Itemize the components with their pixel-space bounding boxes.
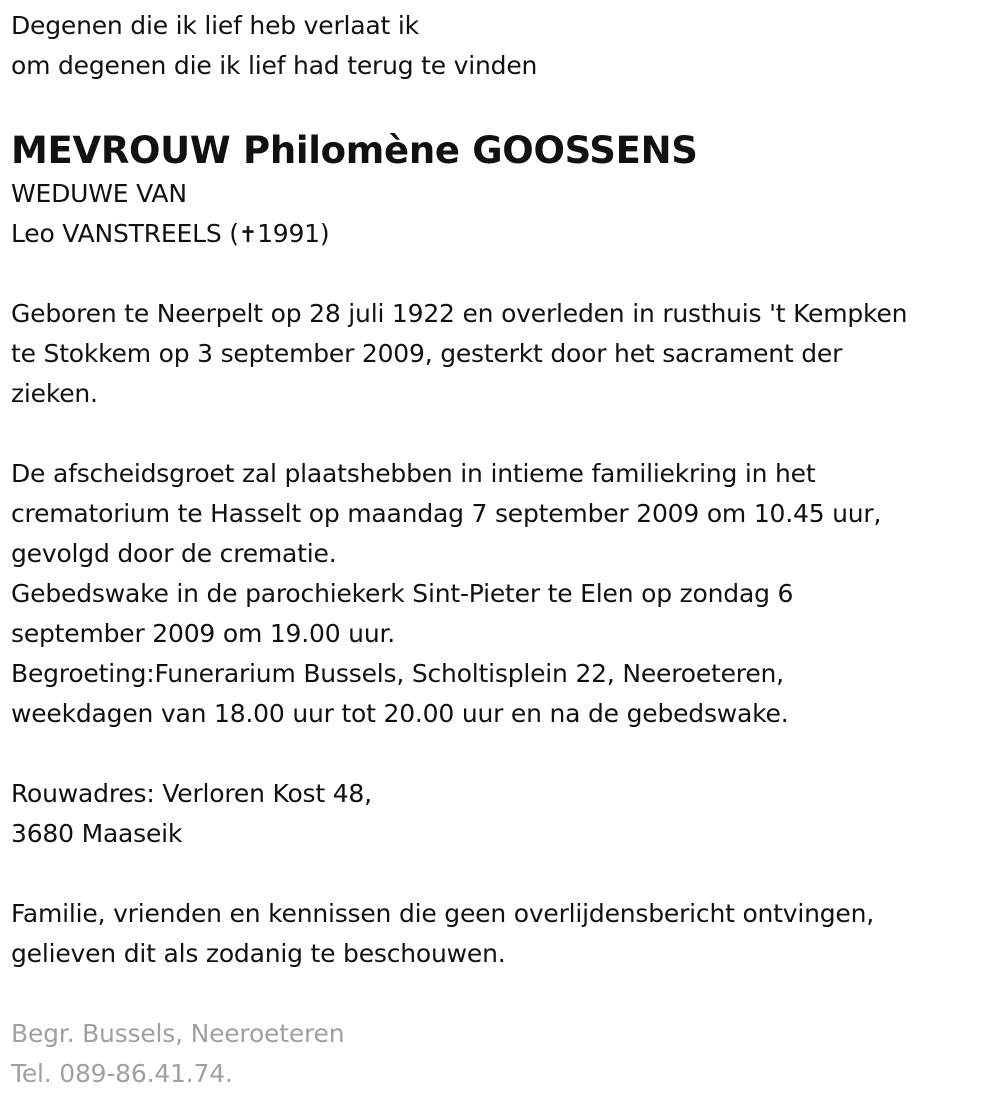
obituary-notice xyxy=(11,6,991,1094)
mourning-address xyxy=(11,774,991,854)
poem-line: om degenen die ik lief had terug te vinden xyxy=(11,51,538,80)
footer-line: Begr. Bussels, Neeroeteren xyxy=(11,1019,345,1048)
funeral-director-footer xyxy=(11,1014,991,1094)
deceased-name: Philomène GOOSSENS xyxy=(243,129,698,172)
widow-status: WEDUWE VAN xyxy=(11,179,187,208)
cross-icon: ✝ xyxy=(238,223,258,248)
poem-block xyxy=(11,6,991,86)
deceased-block xyxy=(11,128,991,254)
spouse-name: Leo VANSTREELS ( xyxy=(11,219,239,248)
paragraph-line: te Stokkem op 3 september 2009, gesterkt door het sacrament der xyxy=(11,339,843,368)
paragraph-line: gevolgd door de crematie. xyxy=(11,539,337,568)
spouse-line xyxy=(11,214,991,254)
paragraph-line: De afscheidsgroet zal plaatshebben in intieme familiekring in het xyxy=(11,459,816,488)
paragraph-line: Begroeting:Funerarium Bussels, Scholtisplein 22, Neeroeteren, xyxy=(11,659,784,688)
deceased-name-heading xyxy=(11,128,991,174)
paragraph-line: weekdagen van 18.00 uur tot 20.00 uur en na de gebedswake. xyxy=(11,699,789,728)
paragraph-line: gelieven dit als zodanig te beschouwen. xyxy=(11,939,506,968)
ceremony-paragraph xyxy=(11,454,991,734)
birth-death-paragraph xyxy=(11,294,991,414)
footer-line: Tel. 089-86.41.74. xyxy=(11,1059,233,1088)
paragraph-line: september 2009 om 19.00 uur. xyxy=(11,619,395,648)
notice-paragraph xyxy=(11,894,991,974)
paragraph-line: Familie, vrienden en kennissen die geen overlijdensbericht ontvingen, xyxy=(11,899,875,928)
spouse-death-year: 1991) xyxy=(257,219,330,248)
paragraph-line: crematorium te Hasselt op maandag 7 september 2009 om 10.45 uur, xyxy=(11,499,882,528)
paragraph-line: Gebedswake in de parochiekerk Sint-Pieter te Elen op zondag 6 xyxy=(11,579,794,608)
address-line: Rouwadres: Verloren Kost 48, xyxy=(11,779,372,808)
paragraph-line: Geboren te Neerpelt op 28 juli 1922 en overleden in rusthuis 't Kempken xyxy=(11,299,908,328)
paragraph-line: zieken. xyxy=(11,379,98,408)
address-line: 3680 Maaseik xyxy=(11,819,183,848)
poem-line: Degenen die ik lief heb verlaat ik xyxy=(11,11,419,40)
title-prefix: MEVROUW xyxy=(11,129,231,172)
